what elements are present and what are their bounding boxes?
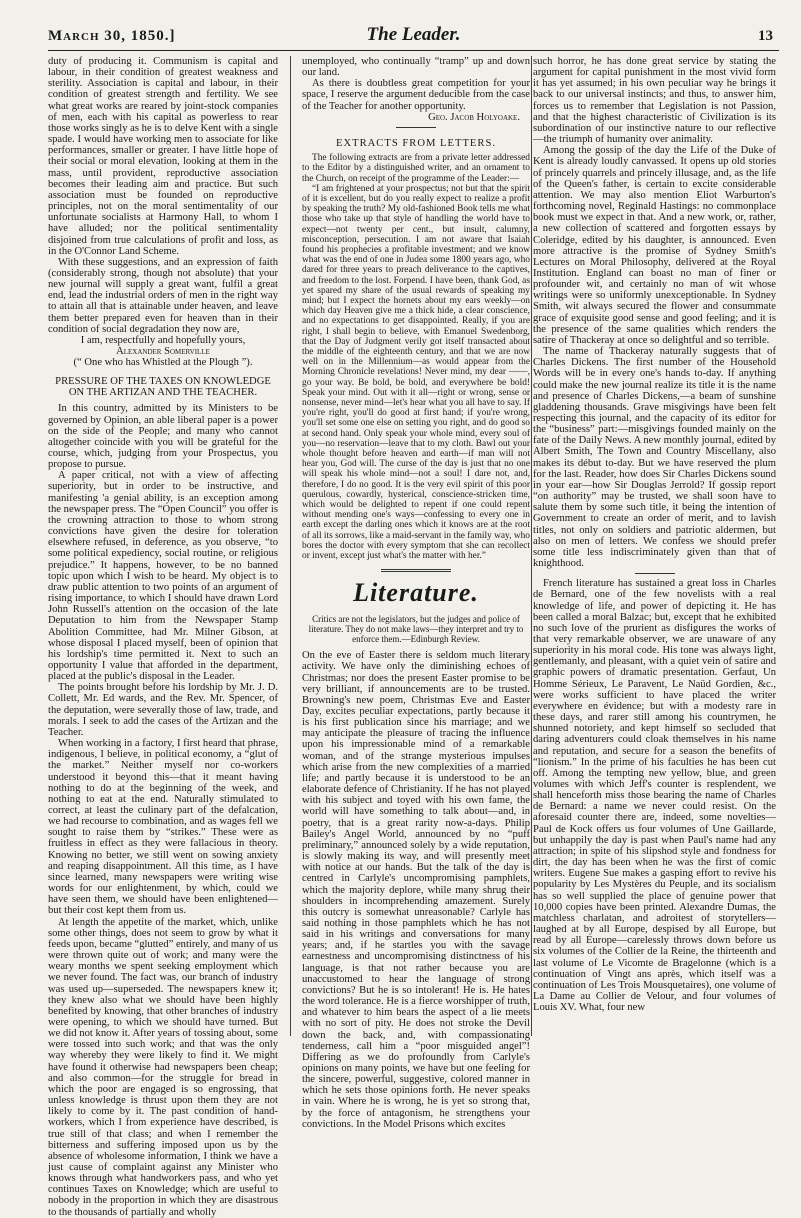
- column-rule-left: [290, 56, 291, 1036]
- paragraph: With these suggestions, and an expression of faith (considerably strong, though not absolute) that your new journal will supply a great want, fulfil a great end, lead the industrial orders of men in the right way to attain all that is attainable under heaven, and leave them better prepared even for heaven than in their condition of social degradation they now are,: [48, 256, 278, 335]
- paragraph: Among the gossip of the day the Life of the Duke of Kent is already loudly canvassed. It opens up old stories of princely quarrels and princely illusage, and, as the life of the Queen's father, is certain to excite considerable attention. We may also mention Eliot Warburton's forthcoming novel, Reginald Hastings: no commonplace book must we expect in that. And a new work, or, rather, a new collection of scattered and forgotten essays by Coleridge, edited by his daughter, is announced. Even more attractive is the promise of Sydney Smith's Lectures on Moral Philosophy, delivered at the Royal Institution. England can boast no man of finer or profounder wit, and certainly no man of wit whose writings were so uniformly unexceptionable. In Sydney Smith, wit always secured the flower and consummate grace of exquisite good sense and good feeling; and it is the presence of the same qualities which renders the satire of Thackeray at once so delightful and so terrible.: [533, 145, 776, 346]
- column-right: [533, 56, 776, 1042]
- section-heading: EXTRACTS FROM LETTERS.: [335, 137, 497, 149]
- column-left: [48, 56, 278, 1218]
- closing-line: I am, respectfully and hopefully yours,: [80, 334, 246, 346]
- intro-note: The following extracts are from a private letter addressed to the Editor by a distinguished writer, and an ornament to the Church, on receipt of the programme of the Leader:—: [302, 153, 530, 184]
- paper-title: The Leader.: [366, 24, 461, 45]
- literature-section-title: Literature.: [353, 578, 479, 608]
- paragraph: duty of producing it. Communism is capital and labour, in their condition of greatest weakness and sterility. Association is capital and labour, in their condition of greatest strength and fertility. We see what great works are reared by joint-stock companies of men, each with his capital as powerless to rear those works singly as he is to delve Kent with a single spade. I would have working men to associate for like performances, smaller or greater. I have little hope of their social or moral elevation, looking at them in the mass, until provident, reproductive association becomes their leading aim and practice. But such association must be founded on reproductive principles, not on the moral sentimentality of our unfortunate socialists at Harmony Hall, to whom I have alluded; nor the political sentimentality disjoined from true calculations of profit and loss, as in the O'Connor Land Scheme.: [48, 56, 278, 257]
- divider: [381, 569, 451, 572]
- paragraph: When working in a factory, I first heard that phrase, indigenous, I believe, in political economy, a “glut of the market.” Neither myself nor co-workers understood it beyond this—that it meant having nothing to do at the beginning of the week, and nothing to eat at the end. Naturally stimulated to correct, at least the culinary part of the defalcation, we had recourse to combination, and as wages fell we sought to raise them by “strikes.” These were as fruitless in effect as they were fallacious in theory. Knowing no better, we still went on sowing anxiety and reaping disappointment. All this time, as I have since learned, many newspapers were writing wise words for our enlightenment, by which, could we have seen them, we should have been enlightened—but their cost kept them from us.: [48, 738, 278, 917]
- column-rule-right: [531, 56, 532, 1036]
- epigraph: Critics are not the legislators, but the judges and police of literature. They do not make laws—they interpret and try to enforce them.—Edinburgh Review.: [308, 614, 524, 645]
- paragraph: The points brought before his lordship by Mr. J. D. Collett, Mr. Ed wards, and the Rev. Mr. Spencer, of the deputation, were severally those of law, trade, and morals. I seek to add the cases of the Artizan and the Teacher.: [48, 682, 278, 738]
- divider: [635, 573, 675, 574]
- page-number: 13: [758, 28, 773, 44]
- paragraph: The name of Thackeray naturally suggests that of Charles Dickens. The first number of the Household Words will be in every one's hands to-day. If anything could make the new journal realize its title it is the name and presence of Charles Dickens,—a beam of sunshine gladdening thousands. Grave misgivings have been felt respecting this journal, and the capacity of its editor for the “business” part:—misgivings founded mainly on the fate of the Daily News. A new monthly journal, edited by Albert Smith, The Town and Country Miscellany, also makes its début to-day. But we have reserved the plum for the last. Reader, how does Sir Charles Dickens sound in your ear—how Sir Douglas Jerrold? If gossip report “on authority” may be trusted, we shall soon have to salute them by some such title, it being the intention of Government to create an order of merit, and to lavish titles, not only on soldiers and patriotic aldermen, but also on men of letters. We confess we should prefer some title less indiscriminately given than that of knighthood.: [533, 346, 777, 570]
- divider: [396, 127, 436, 128]
- column-middle: [302, 56, 530, 1130]
- paragraph: such horror, he has done great service by stating the argument for capital punishment in the most vivid form it has yet assumed; in his own peculiar way he brings it back to our universal instincts; and thus, to answer him, forces us to remember that Legislation is not Passion, and that the highest characteristic of Civilization is its subordination of our instinctive nature to our reflective—the triumph of humanity over animality.: [533, 56, 776, 146]
- masthead: [48, 22, 779, 51]
- letter-signature: Alexander Somerville: [116, 346, 210, 358]
- article-heading: PRESSURE OF THE TAXES ON KNOWLEDGE ON THE ARTIZAN AND THE TEACHER.: [55, 376, 271, 399]
- paragraph: On the eve of Easter there is seldom much literary activity. We have only the diminishing echoes of Christmas; nor does the present Easter promise to be very brilliant, if announcements are to be trusted. Browning's new poem, Christmas Eve and Easter Day, excites peculiar expectations, partly because it is his first publication since his marriage; and we may anticipate the pleasure of tracing the influence upon his impressionable mind of a remarkable woman, and of the strange mysterious impulses which arise from the new complexities of a married life; and partly because it is understood to be an elaborate defence of Christianity. If he has not played with his subject and toyed with his own fame, the world will have something to talk about—and, in poetry, that is a great rarity now-a-days. Philip Bailey's Angel World, announced by no “puff preliminary,” announced solely by a wide reputation, is slowly making its way, and will presently meet with notice at our hands. But the talk of the day is centred in Carlyle's uncompromising pamphlets, which the majority deplore, while many shrug their shoulders in incomprehending amazement. Surely this outcry is somewhat unreasonable? Carlyle has said nothing in those pamphlets which he has not said in his writings and conversations for many years; and, if he startles you with the savage earnestness and uncompromising distinctness of his language, is that not rather because you are unaccustomed to hear the language of strong convictions? But he is so intolerant! He is. He hates the word tolerance. He is a fierce worshipper of truth, and whatever to him bears the aspect of a lie meets with no sort of pity. He does not stroke the Devil down the back, and, with compassionating tenderness, call him a “poor misguided angel”! Differing as we do profoundly from Carlyle's opinions on many points, we have but one feeling for the sincere, powerful, suggestive, colored manner in which he sets those opinions forth. He never speaks in vain. Where he is wrong, he is yet so strong that, by the force of antagonism, he strengthens your convictions. In the Model Prisons which excites: [302, 650, 530, 1130]
- paragraph: French literature has sustained a great loss in Charles de Bernard, one of the few novelists with a real knowledge of life, and power of depicting it. He has been called a moral Balzac; but, except that he exhibited no such love of the prurient as disfigures the works of that very remarkable observer, we are unaware of any superiority in his moral code. His tone was always light, gentlemanly, and pleasant, with a quiet vein of satire and graphic powers of dramatic presentation. Gerfaut, Un Homme Sérieux, Le Paravent, Le Naüd Gordien, &c., were works sufficient to have placed the writer everywhere en évidence; but with a modesty rare in these days, and rarer still among his countrymen, he shunned notoriety, and kept himself so secluded that daring adventurers could cloak themselves in his name and reputation, and secure for a season the benefits of “lionism.” In the prime of his faculties he has been cut off. Among the tempting new yellow, blue, and green volumes with which Jeff's counter is resplendent, we shall henceforth miss those bearing the name of Charles de Bernard: a name we never could resist. On the aforesaid counter there are, indeed, some novelties—Paul de Kock offers us four volumes of Une Gaillarde, but unhappily the day is past when Paul's name had any attraction; in spite of his slipshod style and fondness for dirt, the day has been when he was the first of comic writers. Eugene Sue makes a gasping effort to revive his popularity by Les Mystères du Peuple, and its socialism has so well supplied the place of genuine power that 10,000 copies have been printed. Alexandre Dumas, the matchless charlatan, and adroitest of storytellers—laughed at by all Europe, despised by all Europe, but read by all Europe—carelessly throws down before us six volumes of the Collier de la Reine, the thirteenth and last volume of Le Vicomte de Bragelonne (which is a continuation of Vingt ans après, which itself was a continuation of Les Trois Mousquetaires), one volume of La Dame au Collier de Velour, and four volumes of Louis XV. What, four new: [533, 578, 776, 1014]
- paragraph: As there is doubtless great competition for your space, I reserve the argument deducible from the case of the Teacher for another opportunity.: [302, 78, 530, 112]
- paragraph: At length the appetite of the market, which, unlike some other things, does not seem to grow by what it feeds upon, became “glutted” entirely, and many of us were thrown quite out of work; and many were the weary months we spent seeking employment which we never found. The fact was, our branch of industry was used up—superseded. The newspapers knew it; they knew also what we should have been highly benefited by knowing, that other branches of industry were opening, to which we should have turned. But we did not know it. After years of tossing about, some were tossed into such work; and that was the only way whereby they were likely to find it. We might have found it otherwise had newspapers been cheap; and also common—for the struggle for bread in which the poor are engaged is so engrossing, that unless knowledge is thrust upon them they are not likely to come by it. The past condition of hand-workers, which I from experience have described, is true still of that class; and when I remember the bitterness and suffering imposed upon us by the absence of wholesome information, I think we have a just cause of complaint against any Minister who knows through what handworkers pass, and who yet continues Taxes on Knowledge; which are useful to nobody in the proportion in which they are disastrous to the thousands of partially and wholly: [48, 916, 278, 1218]
- paragraph: A paper critical, not with a view of affecting superiority, but in order to be instructive, and manifesting 'a genial ability, is an exception among the newspaper press. The “Open Council” you offer is the crowning attraction to those to whom strong convictions have given the desire for toleration elsewhere refused, in deference, as you observe, “to some political expediency, social routine, or religious prejudice.” It happens, however, to be no banned topic upon which I wish to be heard. My object is to draw public attention to two points of an argument of rising importance, to which I should have drawn Lord John Russell's attention on the occasion of the late Deputation to him from the Newspaper Stamp Abolition Committee, had Mr. Milner Gibson, at whose disposal I placed myself, been of opinion that his lordship's time permitted it. Next to such an opportunity I value that afforded in the department, placed at the public's disposal in the Leader.: [48, 470, 278, 683]
- paragraph: In this country, admitted by its Ministers to be governed by Opinion, an able liberal paper is a power on the side of the People; and many who cannot altogether coincide with you will be grateful for the course, which, judging from your Prospectus, you propose to pursue.: [48, 403, 278, 471]
- letter-extract: “I am frightened at your prospectus; not but that the spirit of it is excellent, but do you really expect to realize a profit by speaking the truth? My old-fashioned Book tells me what those who take up that style of handling the world have to expect—not twenty per cent., but insult, calumny, misconception, persecution. I am not aware that Isaiah found his prophecies a profitable investment; and we know what was the end of one in Judea some 1800 years ago, who dared for three years to preach deliverance to the captives, and freedom to the lost. Forpend. I have been, thank God, as yet spared my share of the usual rewards of speaking my mind; but I expect the hornets about my ears weekly—on which day Heaven give me a thick hide, a clear conscience, and no expectations to get disappointed. Really, if you are right, I shall begin to believe, with Emanuel Swedenborg, that the Day of Judgment verily got itself transacted about the middle of the eighteenth century, and that we are now well on in the Millennium—as would appear from the Morning Chronicle revelations! Never mind, my dear ——, go your way. Be bold, be bold, and everywhere be bold! Speak your mind. Out with it all—right or wrong, sense or nonsense, never mind—let's hear what you all have to say. If you're right, you'll do good at first hand; if you're wrong, you'll set some one else on setting you right, and do good so at second hand. Only speak your whole mind, every soul of you—no reservation—leave that to my cloth. Bawl out your whole thought before heaven and earth—if man will not hear you, God will. The curse of the day is just that no one will speak his whole mind—not a soul! I dare not, and, therefore, I do no good. It is the very evil spirit of this poor querulous, cowardly, hysterical, conscience-stricken time, which would be delighted to repent if one could repent without mending one's ways—confessing to every one in earth except the darling ones which it knows are at the root of all its sorrows, like a maid-servant in the family way, who bores the doctor with every symptom that she can recollect or invent, except just what's the matter with her.”: [302, 183, 530, 562]
- paragraph: unemployed, who continually “tramp” up and down our land.: [302, 56, 530, 79]
- issue-date: March 30, 1850.]: [48, 28, 176, 44]
- letter-signature: Geo. Jacob Holyoake.: [428, 111, 520, 123]
- signature-note: (“ One who has Whistled at the Plough ”).: [73, 357, 253, 369]
